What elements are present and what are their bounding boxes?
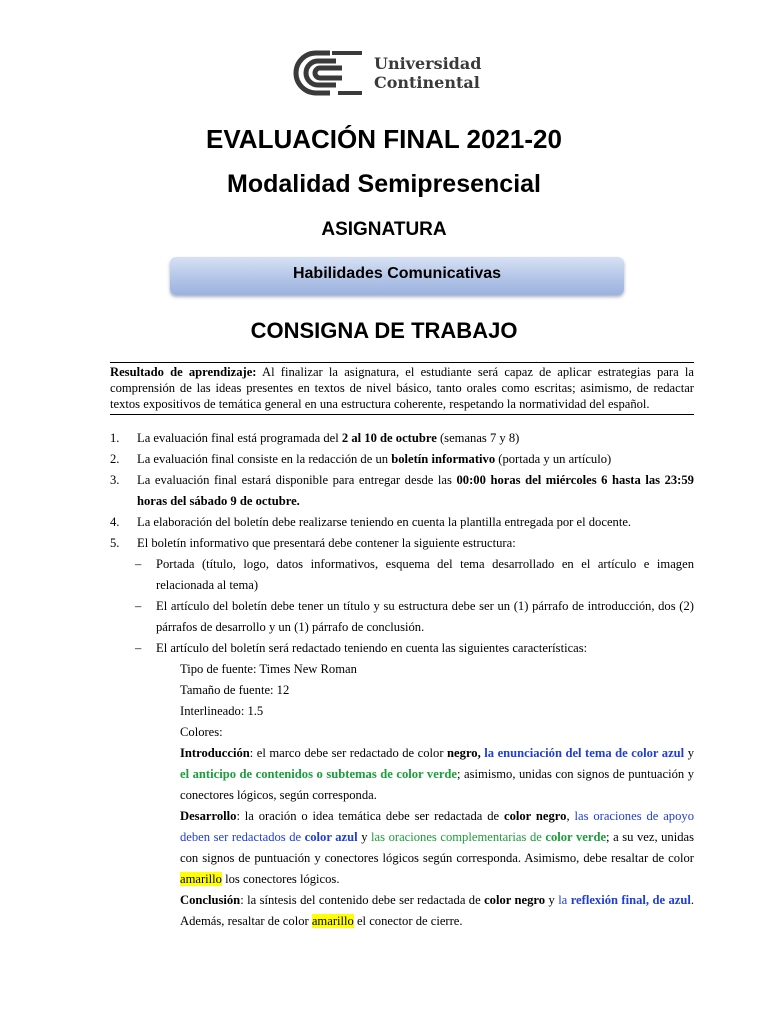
text-run: y (684, 746, 694, 760)
dash-bullet: – (135, 599, 142, 613)
list-item (0, 512, 768, 533)
text-run: : la síntesis del contenido debe ser redactada de (240, 893, 485, 907)
list-text: La evaluación final está programada del (137, 431, 342, 445)
learning-outcome-box (110, 362, 694, 415)
format-spacing: Interlineado: 1.5 (180, 704, 264, 718)
desarrollo-label: Desarrollo (180, 809, 237, 823)
text-run: negro, (447, 746, 481, 760)
exam-title: EVALUACIÓN FINAL 2021-20 (206, 124, 562, 154)
text-run: los conectores lógicos. (221, 872, 340, 886)
list-item (0, 428, 768, 449)
text-run: y (545, 893, 559, 907)
text-run: reflexión final, de azul (570, 893, 691, 907)
list-text: La elaboración del boletín debe realizarse teniendo en cuenta la plantilla entregada por el docente. (137, 515, 632, 529)
list-number: 3. (110, 473, 120, 487)
text-run: las oraciones complementarias de (371, 830, 546, 844)
text-run: color negro (484, 893, 546, 907)
dash-bullet: – (135, 557, 142, 571)
subject-label: ASIGNATURA (321, 219, 447, 240)
text-run: el conector de cierre. (353, 914, 463, 928)
text-run: color verde (545, 830, 607, 844)
format-size: Tamaño de fuente: 12 (180, 683, 290, 697)
university-logo-icon (292, 50, 364, 96)
text-run: : el marco debe ser redactado de color (249, 746, 448, 760)
list-item (0, 470, 768, 512)
list-number: 2. (110, 452, 120, 466)
learning-outcome-label: Resultado de aprendizaje: (110, 365, 257, 379)
text-run: y (357, 830, 372, 844)
list-number: 5. (110, 536, 120, 550)
text-run: las oraciones de apoyo deben ser redactados de (180, 809, 694, 844)
logo-line-1: Universidad (374, 54, 482, 73)
section-title: CONSIGNA DE TRABAJO (250, 318, 518, 343)
text-run: : la oración o idea temática debe ser redactada de (236, 809, 504, 823)
list-text: (portada y un artículo) (495, 452, 612, 466)
modality-title: Modalidad Semipresencial (227, 170, 541, 198)
list-bold: boletín informativo (391, 452, 496, 466)
text-run: color negro (503, 809, 567, 823)
text-run: . Además, resaltar de color (180, 893, 694, 928)
format-font: Tipo de fuente: Times New Roman (180, 662, 357, 676)
instructions-list (0, 428, 768, 932)
university-logo (292, 50, 482, 96)
intro-label: Introducción (180, 746, 250, 760)
desarrollo-paragraph (0, 806, 768, 890)
learning-outcome-text: Al finalizar la asignatura, el estudiante será capaz de aplicar estrategias para la comprensión de las ideas presentes en textos de nivel básico, tanto orales como escritas; asimismo, de redactar textos expositivos de temática general en una estructura coherente, respetando la normatividad del español. (110, 365, 694, 411)
sub-list-text: El artículo del boletín debe tener un título y su estructura debe ser un (1) párrafo de introducción, dos (2) párrafos de desarrollo y un (1) párrafo de conclusión. (156, 599, 694, 634)
list-text: El boletín informativo que presentará debe contener la siguiente estructura: (137, 536, 516, 550)
university-logo-text (374, 54, 481, 92)
text-run: , (566, 809, 575, 823)
sub-list-item (0, 638, 768, 659)
list-number: 1. (110, 431, 120, 445)
list-text: (semanas 7 y 8) (436, 431, 520, 445)
list-item (0, 533, 768, 554)
conclusion-label: Conclusión (180, 893, 241, 907)
text-run: ; asimismo, unidas con signos de puntuación y conectores lógicos, según corresponda. (180, 767, 694, 802)
text-run: la (558, 893, 571, 907)
sub-list-item (0, 596, 768, 638)
list-number: 4. (110, 515, 120, 529)
list-bold: 00:00 horas del miércoles 6 hasta las 23:59 horas del sábado 9 de octubre. (137, 473, 694, 508)
sub-list-text: Portada (título, logo, datos informativos, esquema del tema desarrollado en el artículo e imagen relacionada al tema) (156, 557, 694, 592)
text-run: ; a su vez, unidas con signos de puntuación y conectores lógicos según corresponda. Asimismo, debe resaltar de color (180, 830, 695, 865)
highlight-run: amarillo (180, 872, 222, 886)
list-text: La evaluación final consiste en la redacción de un (137, 452, 392, 466)
intro-paragraph (0, 743, 768, 806)
format-colors: Colores: (180, 725, 223, 739)
subject-banner: Habilidades Comunicativas (170, 257, 624, 295)
dash-bullet: – (135, 641, 142, 655)
text-run: la enunciación del tema de color azul (480, 746, 685, 760)
highlight-run: amarillo (311, 914, 354, 928)
sub-list-item (0, 554, 768, 596)
sub-list-text: El artículo del boletín será redactado teniendo en cuenta las siguientes características: (156, 641, 588, 655)
list-bold: 2 al 10 de octubre (341, 431, 437, 445)
text-run: color azul (304, 830, 358, 844)
text-run: el anticipo de contenidos o subtemas de color verde (180, 767, 458, 781)
conclusion-paragraph (0, 890, 768, 932)
list-item (0, 449, 768, 470)
list-text: La evaluación final estará disponible para entregar desde las (137, 473, 457, 487)
logo-line-2: Continental (374, 73, 480, 92)
